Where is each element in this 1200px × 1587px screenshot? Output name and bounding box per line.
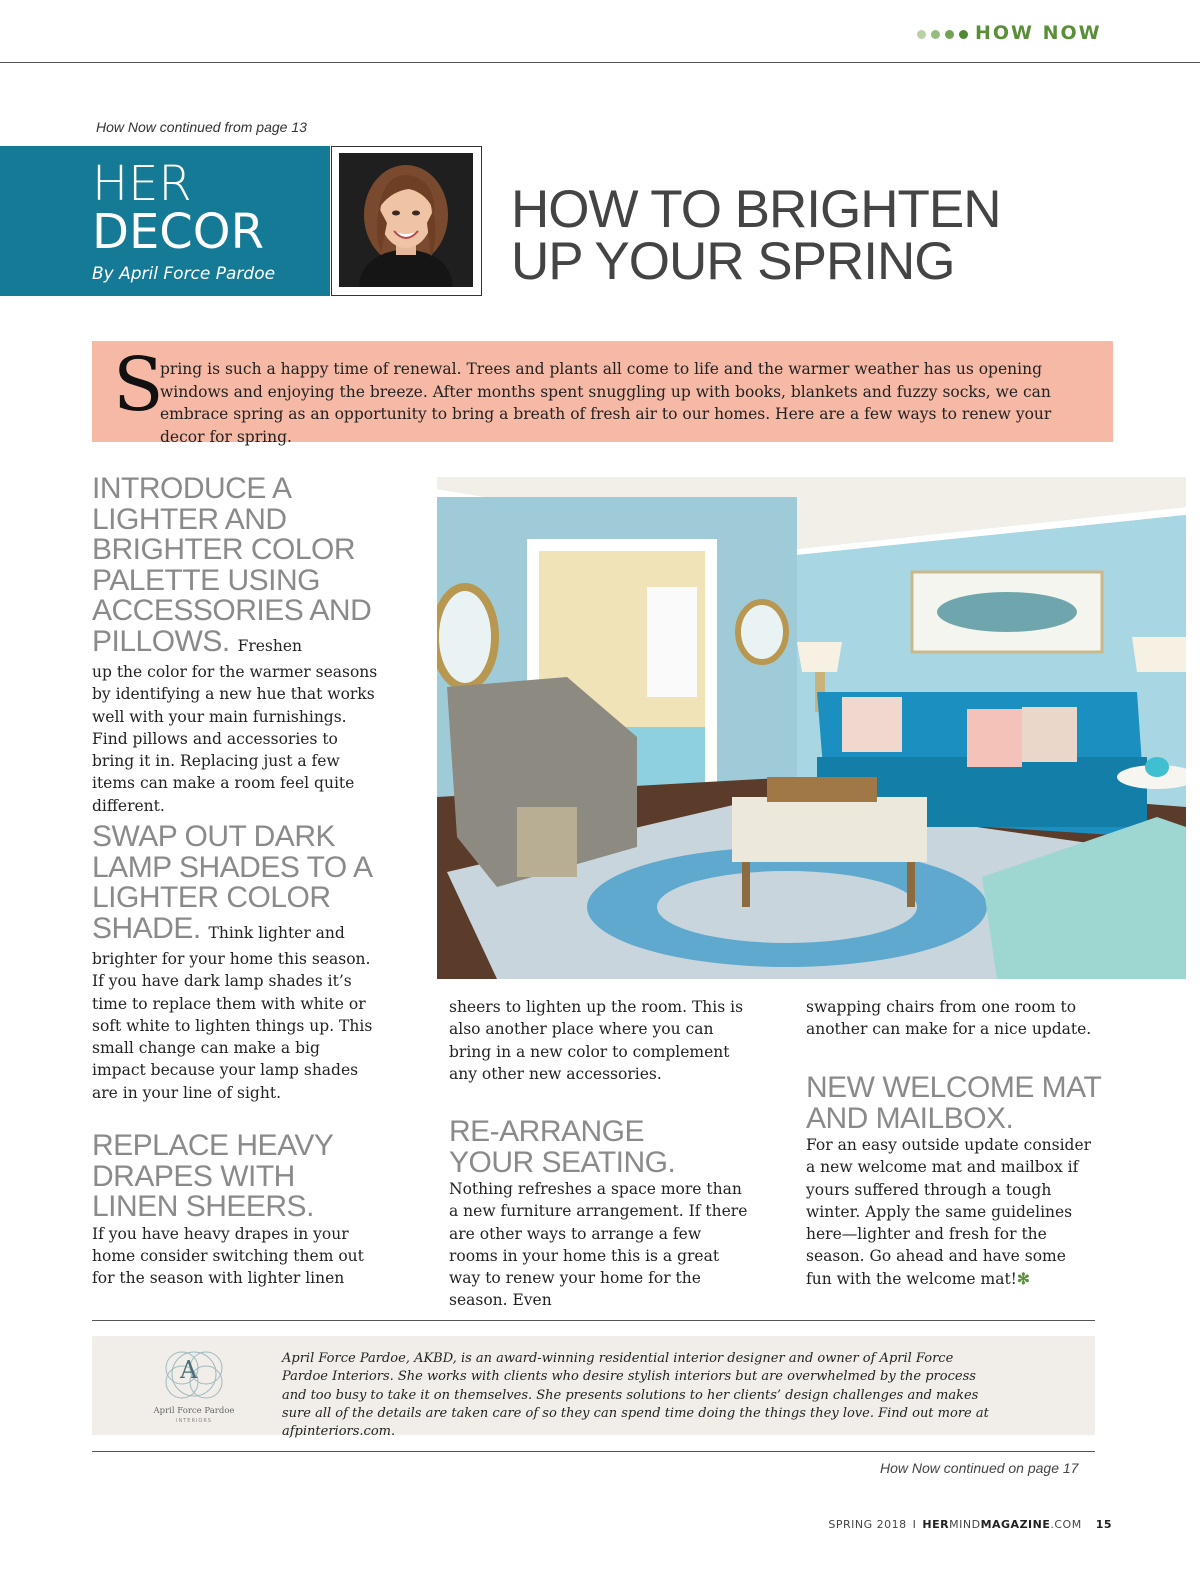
dot-2 (931, 30, 940, 39)
tip-5-heading: NEW WELCOME MAT AND MAILBOX. (806, 1071, 1101, 1135)
footer-issue: SPRING 2018 (828, 1518, 907, 1531)
headline-line1: HOW TO BRIGHTEN (511, 180, 1001, 239)
tip-2 (92, 822, 392, 1104)
tip-3-body: If you have heavy drapes in your home consider switching them out for the season with lighter linen (92, 1224, 364, 1288)
tip-1-heading-text: INTRODUCE A LIGHTER AND BRIGHTER COLOR PALETTE USING ACCESSORIES AND PILLOWS. (92, 472, 372, 658)
tip-2-runin: Think lighter and (208, 923, 345, 942)
tip-2-heading-text: SWAP OUT DARK LAMP SHADES TO A LIGHTER COLOR SHADE. (92, 820, 371, 945)
bio-rule-top (92, 1320, 1095, 1321)
footer-site-her: HER (922, 1518, 950, 1531)
continued-on-note: How Now continued on page 17 (880, 1460, 1079, 1476)
dot-4 (959, 30, 968, 39)
logo-subtitle: INTERIORS (176, 1418, 212, 1424)
tip-3-body-continued: sheers to lighten up the room. This is also another place where you can bring in a new color to complement any other new accessories. (449, 998, 744, 1083)
footer-site-com: .COM (1050, 1518, 1082, 1531)
section-label: HOW NOW (975, 22, 1102, 44)
author-portrait (339, 153, 473, 287)
header-rule (0, 62, 1200, 63)
column-title-line2: DECOR (92, 204, 264, 260)
tip-3-heading: REPLACE HEAVY DRAPES WITH LINEN SHEERS. (92, 1129, 333, 1223)
end-mark-icon: ✻ (1016, 1268, 1030, 1288)
page-footer (828, 1518, 1112, 1531)
tip-3 (92, 1131, 392, 1289)
article-headline (511, 180, 1131, 291)
tip-5-body (806, 1134, 1092, 1290)
continued-from-note: How Now continued from page 13 (96, 119, 307, 135)
tip-4-heading: RE-ARRANGE YOUR SEATING. (449, 1115, 676, 1179)
footer-site-mind: MIND (949, 1518, 981, 1531)
tip-1 (92, 474, 392, 817)
section-dots (917, 30, 968, 39)
tip-5-body-text: For an easy outside update consider a new welcome mat and mailbox if yours suffered through a tough winter. Apply the same guidelines here—lighter and fresh for the season. Go ahead and have some fun with the welcome mat! (806, 1136, 1092, 1288)
tip-2-heading (92, 822, 382, 948)
column-title-line1: HER (92, 156, 192, 212)
tip-4-body: Nothing refreshes a space more than a new furniture arrangement. If there are other ways to arrange a few rooms in your home this is a great way to renew your home for the season. Even (449, 1180, 748, 1310)
headline-line2: UP YOUR SPRING (511, 232, 955, 291)
tip-1-body: up the color for the warmer seasons by identifying a new hue that works well with your main furnishings. Find pillows and accessories to bring it in. Replacing just a few items can make a room feel quite different. (92, 663, 378, 815)
intro-text: pring is such a happy time of renewal. Trees and plants all come to life and the warmer weather has us opening windows and enjoying the breeze. After months spent snuggling up with books, blankets and fuzzy socks, we can embrace spring as an opportunity to bring a breath of fresh air to our homes. Here are a few ways to renew your decor for spring. (160, 360, 1052, 446)
tip-4-body-continued: swapping chairs from one room to another can make for a nice update. (806, 998, 1092, 1039)
tip-5 (806, 1073, 1101, 1290)
tip-1-heading (92, 474, 382, 661)
dot-1 (917, 30, 926, 39)
tip-1-runin: Freshen (237, 636, 302, 655)
dot-3 (945, 30, 954, 39)
author-bio-text: April Force Pardoe, AKBD, is an award-winning residential interior designer and owner of April Force Pardoe Interiors. She works with clients who desire stylish interiors but are overwhelmed by the process and too busy to take it on themselves. She presents solutions to her clients’ design challenges and makes sure all of the details are taken care of so they can spend time doing the things they love. Find out more at afpinteriors.com. (282, 1351, 989, 1440)
bio-rule-bottom (92, 1451, 1095, 1452)
intro-dropcap: S (113, 342, 164, 428)
byline: By April Force Pardoe (92, 264, 276, 284)
page-number: 15 (1095, 1518, 1112, 1531)
logo-letter: A (180, 1356, 198, 1384)
tip-4 (449, 1117, 749, 1312)
footer-divider: I (912, 1518, 917, 1531)
footer-site-magazine: MAGAZINE (980, 1518, 1051, 1531)
living-room-photo (437, 477, 1186, 979)
logo-name: April Force Pardoe (153, 1406, 235, 1416)
column-title (92, 156, 264, 260)
tip-2-body: brighter for your home this season. If you have dark lamp shades it’s time to replace them with white or soft white to lighten things up. This small change can make a big impact because your lamp shades are in your line of sight. (92, 950, 373, 1102)
